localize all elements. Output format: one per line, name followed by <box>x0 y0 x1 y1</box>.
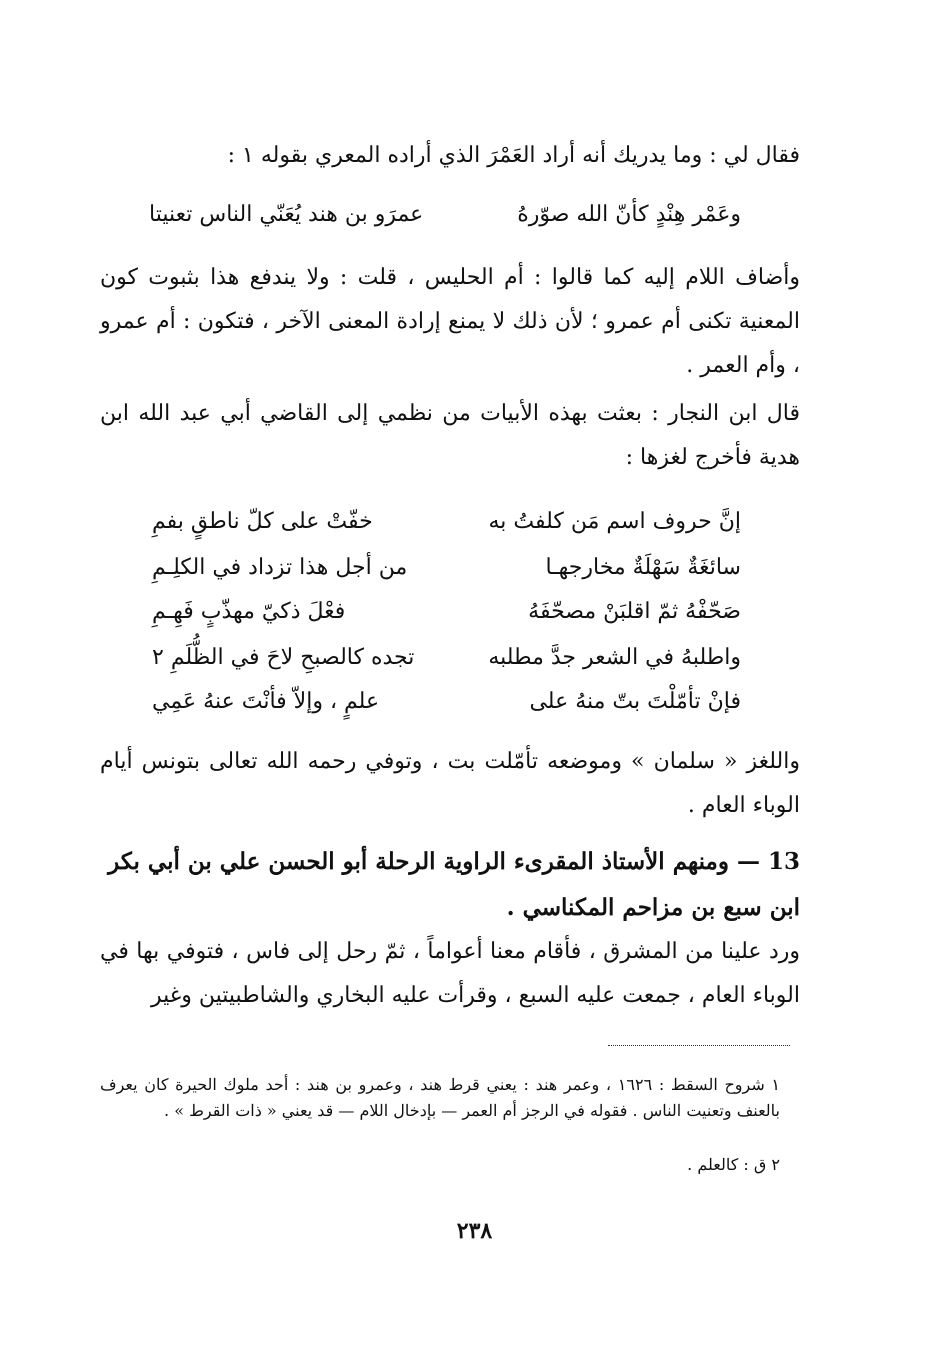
paragraph-3: واللغز « سلمان » وموضعه تأمّلت بت ، وتوفي رحمه الله تعالى بتونس أيام الوباء العام . <box>100 749 801 818</box>
footnote-2: ٢ ق : كالعلم . <box>687 1155 780 1174</box>
paragraph-1: وأضاف اللام إليه كما قالوا : أم الحليس ، قلت : ولا يندفع هذا بثبوت كون المعنية تكنى أم عمرو ؛ لأن ذلك لا يمنع إرادة المعنى الآخر ، فتكون : أم عمرو ، وأم العمر . <box>100 265 800 378</box>
entry-13-heading-line-2: ابن سبع بن مزاحم المكناسي . <box>506 894 800 921</box>
footnote-separator <box>608 1045 790 1046</box>
poem-line-4-second-hemistich: تجده كالصبحِ لاحَ في الظُّلَمِ ٢ <box>152 645 415 670</box>
entry-13-heading-line-1: 13 — ومنهم الأستاذ المقرىء الراوية الرحلة أبو الحسن علي بن أبي بكر <box>108 848 800 875</box>
quote-verse-second-hemistich: عمرَو بن هند يُعَنّي الناس تعنيتا <box>149 202 424 227</box>
poem-line-1-second-hemistich: خفّتْ على كلّ ناطقٍ بفمِ <box>152 509 373 534</box>
paragraph-4: ورد علينا من المشرق ، فأقام معنا أعواماً ، ثمّ رحل إلى فاس ، فتوفي بها في الوباء العام ، جمعت عليه السبع ، وقرأت عليه البخاري والشاطبيتين وغير <box>100 939 800 1008</box>
poem-line-3-first-hemistich: صَحّفْهُ ثمّ اقلبَنْ مصحّفَهُ <box>528 599 741 624</box>
paragraph-2: قال ابن النجار : بعثت بهذه الأبيات من نظمي إلى القاضي أبي عبد الله ابن هدية فأخرج لغزها : <box>100 401 800 470</box>
poem-line-5-second-hemistich: علمٍ ، وإلاّ فأنْتَ عنهُ عَمِي <box>152 689 380 714</box>
poem-line-5-first-hemistich: فإنْ تأمّلْتَ بتّ منهُ على <box>529 689 741 714</box>
quote-verse-first-hemistich: وعَمْر هِنْدٍ كأنّ الله صوّرهُ <box>517 202 741 227</box>
poem-line-4-first-hemistich: واطلبهُ في الشعر جدَّ مطلبه <box>488 645 741 670</box>
page-number: ٢٣٨ <box>456 1218 493 1244</box>
footnote-1: ١ شروح السقط : ١٦٢٦ ، وعمر هند : يعني قرط هند ، وعمرو بن هند : أحد ملوك الحيرة كان يعرف بالعنف وتعنيت الناس . فقوله في الرجز أم العمر — بإدخال اللام — قد يعني « ذات القرط » . <box>100 1075 780 1120</box>
poem-line-2-first-hemistich: سائغَةٌ سَهْلَةٌ مخارجهـا <box>545 555 741 580</box>
intro-line: فقال لي : وما يدريك أنه أراد العَمْرَ الذي أراده المعري بقوله ١ : <box>227 143 800 168</box>
poem-line-3-second-hemistich: فعْلَ ذكيّ مهذّبٍ فَهِـمِ <box>152 599 346 624</box>
poem-line-1-first-hemistich: إنَّ حروف اسم مَن كلفتُ به <box>488 509 741 534</box>
poem-line-2-second-hemistich: من أجل هذا تزداد في الكلِـمِ <box>152 555 408 580</box>
